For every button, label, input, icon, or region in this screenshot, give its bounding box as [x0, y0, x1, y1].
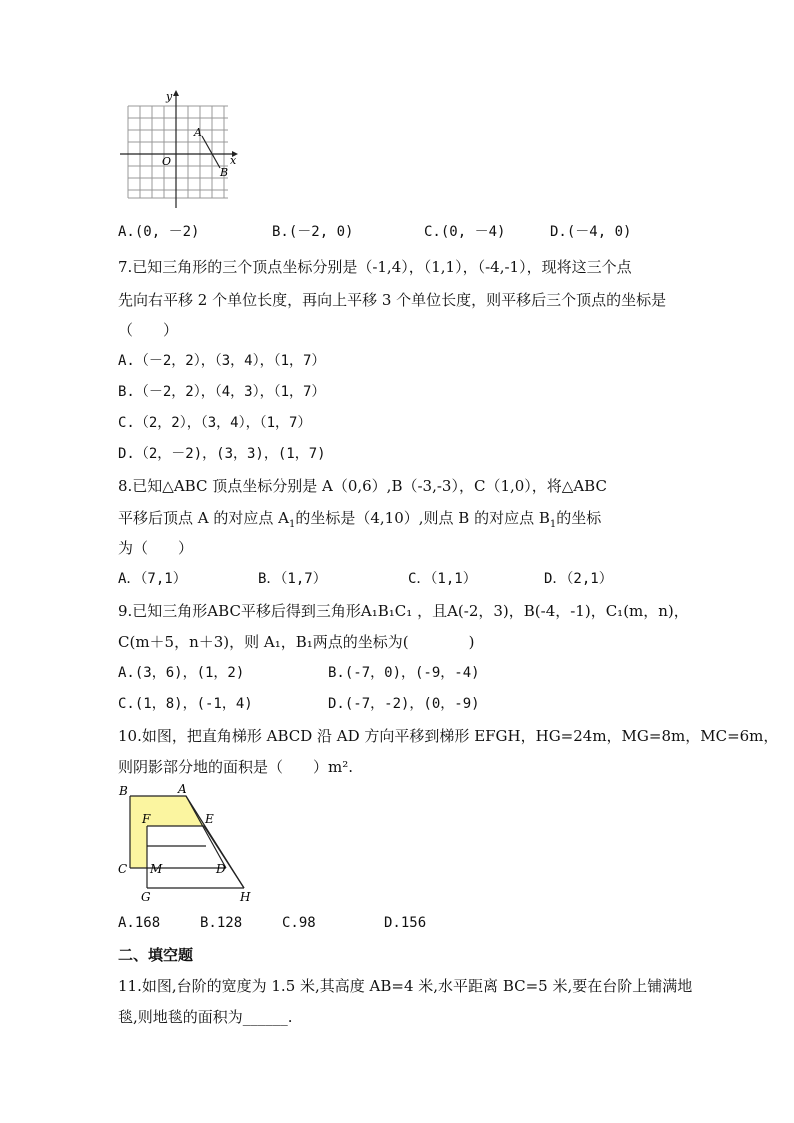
q7-option-b: B.（－2，2），（4，3），（1，7）	[118, 384, 326, 400]
trapezoid-figure	[116, 782, 256, 904]
q8-option-d: D．（2,1）	[544, 571, 613, 587]
q7-option-d: D.（2，－2)，(3，3)，(1，7)	[118, 446, 326, 462]
q6-option-b: B.(－2, 0)	[272, 224, 354, 240]
label-b: B	[119, 784, 128, 798]
q8-option-a: A．（7,1）	[118, 571, 187, 587]
origin-label: O	[162, 155, 172, 168]
q6-option-c: C.(0, －4)	[424, 224, 506, 240]
q7-stem-line2: 先向右平移 2 个单位长度，再向上平移 3 个单位长度，则平移后三个顶点的坐标是	[118, 291, 667, 309]
q7-option-c: C.（2，2），（3，4），（1，7）	[118, 415, 312, 431]
q8-line2-subscript-1: 1	[288, 519, 296, 530]
q8-stem-line1: 8.已知△ABC 顶点坐标分别是 A（0,6）,B（-3,-3），C（1,0），将△ABC	[118, 477, 607, 495]
q9-stem-line1: 9.已知三角形ABC平移后得到三角形A₁B₁C₁ ，且A(-2，3)，B(-4，-1)，C₁(m，n)，	[118, 602, 689, 620]
q8-stem-line3: 为（ ）	[118, 539, 194, 557]
q10-stem-line2: 则阴影部分地的面积是（ ）m².	[118, 758, 354, 776]
q7-option-a: A.（－2，2），（3，4），（1，7）	[118, 353, 326, 369]
q8-option-c: C．（1,1）	[408, 571, 477, 587]
label-f: F	[142, 812, 151, 826]
q6-option-d: D.(－4, 0)	[550, 224, 632, 240]
q9-option-a: A.(3，6)，(1，2)	[118, 665, 245, 681]
q10-option-b: B.128	[200, 915, 243, 931]
label-m: M	[150, 862, 163, 876]
axis-label-y: y	[166, 90, 173, 103]
label-e: E	[205, 812, 214, 826]
q11-stem-line2: 毯,则地毯的面积为______.	[118, 1008, 293, 1026]
q8-line2-part-a: 平移后顶点 A 的对应点 A	[118, 509, 289, 527]
q9-option-b: B.(-7，0)，(-9，-4)	[328, 665, 480, 681]
q8-line2-part-b: 的坐标是（4,10）,则点 B 的对应点 B	[295, 509, 550, 527]
q11-stem-line1: 11.如图,台阶的宽度为 1.5 米,其高度 AB=4 米,水平距离 BC=5 米,要在台阶上铺满地	[118, 977, 693, 995]
axis-label-x: x	[230, 154, 237, 167]
q10-option-c: C.98	[282, 915, 316, 931]
section-title-fill-in: 二、填空题	[118, 946, 194, 964]
q6-option-a: A.(0, －2)	[118, 224, 200, 240]
q9-stem-line2: C(m＋5，n＋3)，则 A₁，B₁两点的坐标为( )	[118, 633, 475, 651]
q8-line2-part-c: 的坐标	[556, 509, 602, 527]
q7-stem-line3: （ ）	[118, 321, 179, 339]
q7-stem-line1: 7.已知三角形的三个顶点坐标分别是（-1,4），（1,1），（-4,-1），现将这三个点	[118, 258, 632, 276]
q8-stem-line2	[118, 508, 601, 535]
label-g: G	[141, 890, 151, 904]
q9-option-d: D.(-7，-2)，(0，-9)	[328, 696, 480, 712]
q10-option-a: A.168	[118, 915, 161, 931]
label-c: C	[118, 862, 128, 876]
q10-option-d: D.156	[384, 915, 427, 931]
q8-line2-subscript-2: 1	[549, 519, 557, 530]
point-label-b: B	[220, 166, 229, 179]
coordinate-grid-figure	[118, 88, 243, 210]
q8-option-b: B．（1,7）	[258, 571, 327, 587]
label-h: H	[240, 890, 251, 904]
label-a: A	[178, 782, 187, 796]
q10-stem-line1: 10.如图，把直角梯形 ABCD 沿 AD 方向平移到梯形 EFGH，HG=24m，MG=8m，MC=6m，	[118, 727, 779, 745]
q9-option-c: C.(1，8)，(-1，4)	[118, 696, 253, 712]
point-label-a: A	[194, 126, 202, 139]
label-d: D	[216, 862, 226, 876]
